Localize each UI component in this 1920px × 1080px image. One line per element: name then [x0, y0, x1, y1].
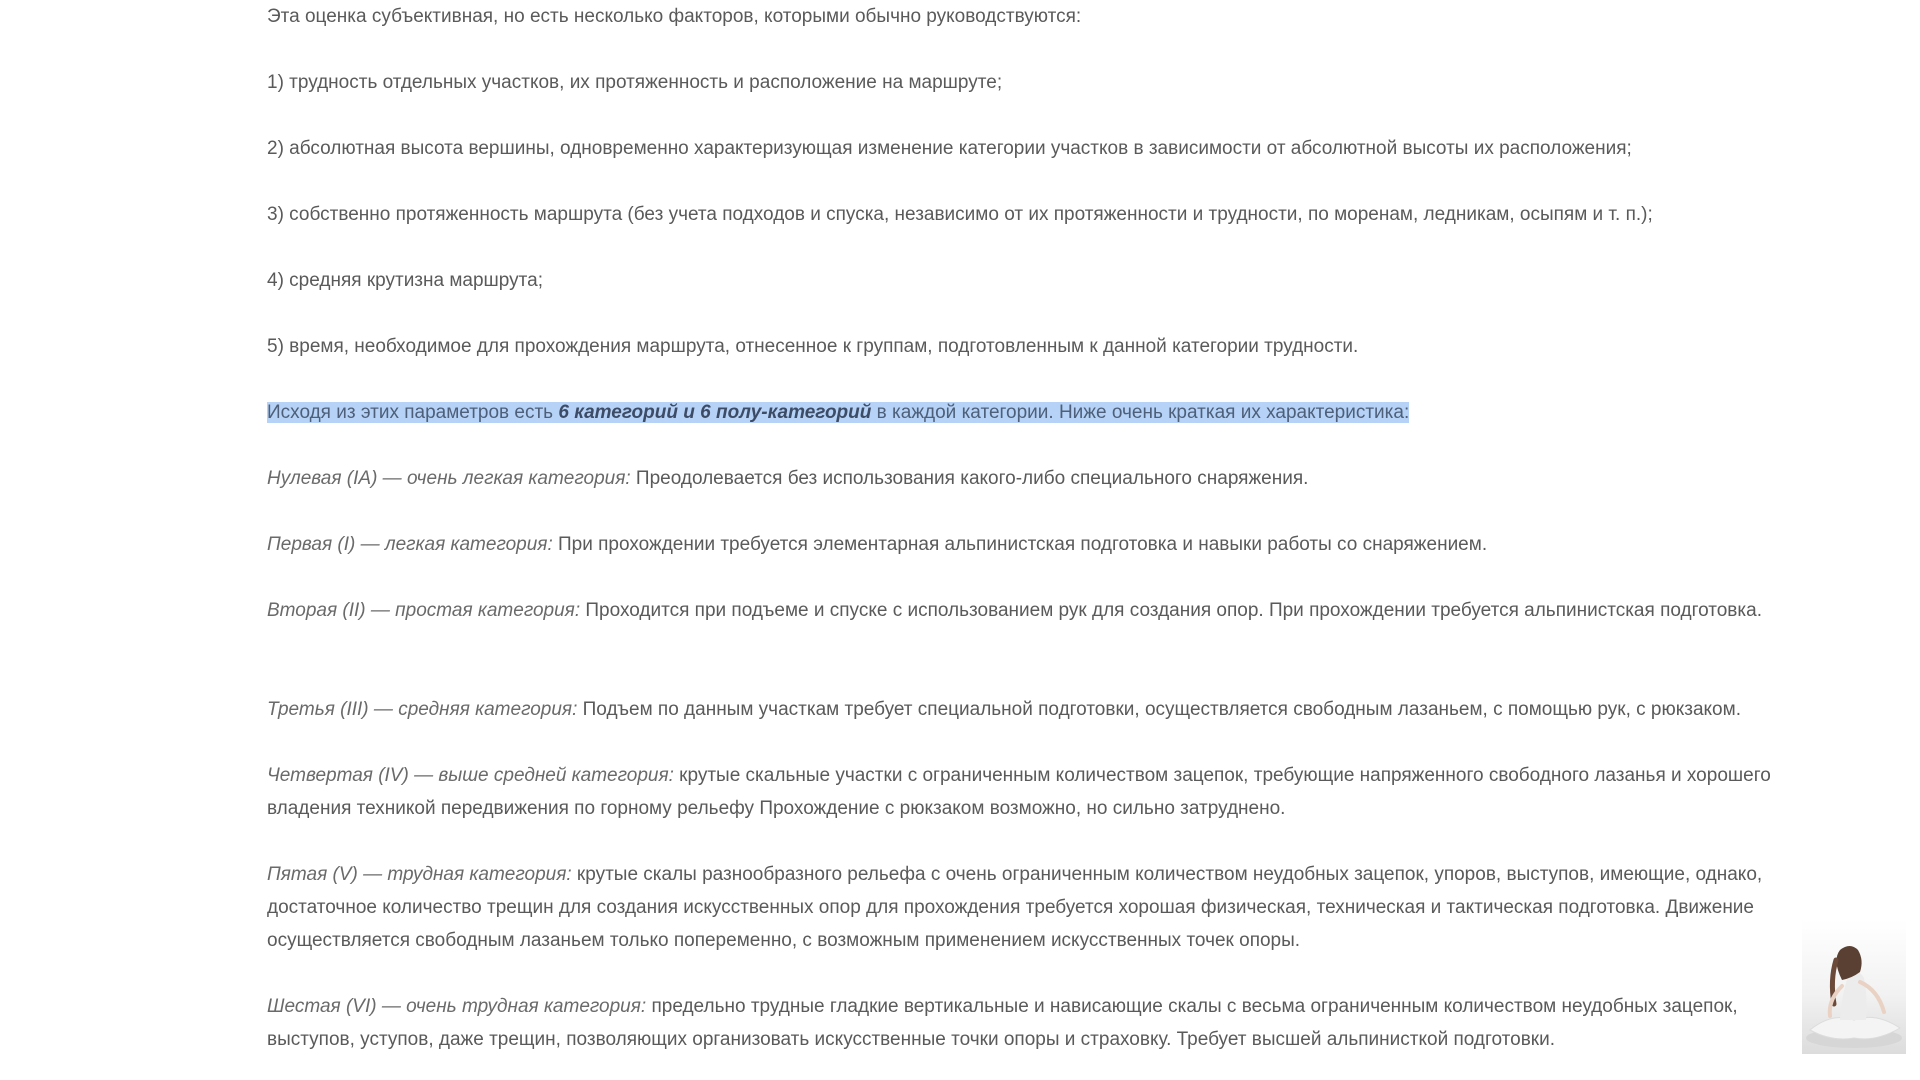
highlight-bold-text: 6 категорий и 6 полу-категорий	[558, 402, 872, 423]
category-name: Нулевая (IA) — очень легкая категория:	[267, 468, 631, 489]
category-name: Третья (III) — средняя категория:	[267, 699, 578, 720]
category-name: Шестая (VI) — очень трудная категория:	[267, 996, 647, 1017]
highlight-text-end: в каждой категории. Ниже очень краткая их характеристика:	[871, 402, 1410, 423]
meditation-figure-image	[1802, 920, 1906, 1054]
category-name: Четвертая (IV) — выше средней категория:	[267, 765, 674, 786]
factor-item: 1) трудность отдельных участков, их протяженность и расположение на маршруте;	[267, 72, 1003, 93]
category-paragraph	[267, 990, 1827, 1056]
factor-item: 2) абсолютная высота вершины, одновременно характеризующая изменение категории участков в зависимости от абсолютной высоты их расположения;	[267, 138, 1632, 159]
category-name: Пятая (V) — трудная категория:	[267, 864, 572, 885]
category-paragraph	[267, 594, 1827, 627]
category-paragraph	[267, 528, 1827, 561]
category-paragraph	[267, 462, 1827, 495]
video-thumbnail[interactable]	[1802, 920, 1906, 1054]
category-description: Проходится при подъеме и спуске с использованием рук для создания опор. При прохождении требуется альпинистская подготовка.	[580, 600, 1762, 621]
category-paragraph	[267, 759, 1827, 825]
category-paragraph	[267, 858, 1827, 957]
text-selection[interactable]	[267, 402, 1409, 423]
category-description: крутые скалы разнообразного рельефа с очень ограниченным количеством неудобных зацепок, упоров, выступов, имеющие, однако, достаточное количество трещин для создания искусственных опор для прохождения требуется хорошая физическая, техническая и тактическая подготовка. Движение осуществляется свободным лазаньем только попеременно, с возможным применением искусственных точек опоры.	[267, 864, 1763, 951]
category-name: Первая (I) — легкая категория:	[267, 534, 553, 555]
highlight-text-start: Исходя из этих параметров есть	[267, 402, 559, 423]
category-description: крутые скальные участки с ограниченным количеством зацепок, требующие напряженного свободного лазанья и хорошего владения техникой передвижения по горному рельефу Прохождение с рюкзаком возможно, но сильно затруднено.	[267, 765, 1771, 819]
highlighted-summary[interactable]	[267, 396, 1827, 429]
category-name: Вторая (II) — простая категория:	[267, 600, 581, 621]
factor-item: 3) собственно протяженность маршрута (без учета подходов и спуска, независимо от их протяженности и трудности, по моренам, ледникам, осыпям и т. п.);	[267, 204, 1653, 225]
category-description: предельно трудные гладкие вертикальные и нависающие скалы с весьма ограниченным количеством неудобных зацепок, выступов, уступов, даже трещин, позволяющих организовать искусственные точки опоры и страховку. Требует высшей альпинисткой подготовки.	[267, 996, 1738, 1050]
factor-item: 5) время, необходимое для прохождения маршрута, отнесенное к группам, подготовленным к данной категории трудности.	[267, 336, 1359, 357]
category-paragraph	[267, 693, 1827, 726]
intro-paragraph: Эта оценка субъективная, но есть несколько факторов, которыми обычно руководствуются:	[267, 6, 1082, 27]
category-description: При прохождении требуется элементарная альпинистская подготовка и навыки работы со снаряжением.	[552, 534, 1488, 555]
category-description: Преодолевается без использования какого-либо специального снаряжения.	[630, 468, 1309, 489]
factor-item: 4) средняя крутизна маршрута;	[267, 270, 543, 291]
category-description: Подъем по данным участкам требует специальной подготовки, осуществляется свободным лазаньем, с помощью рук, с рюкзаком.	[577, 699, 1741, 720]
